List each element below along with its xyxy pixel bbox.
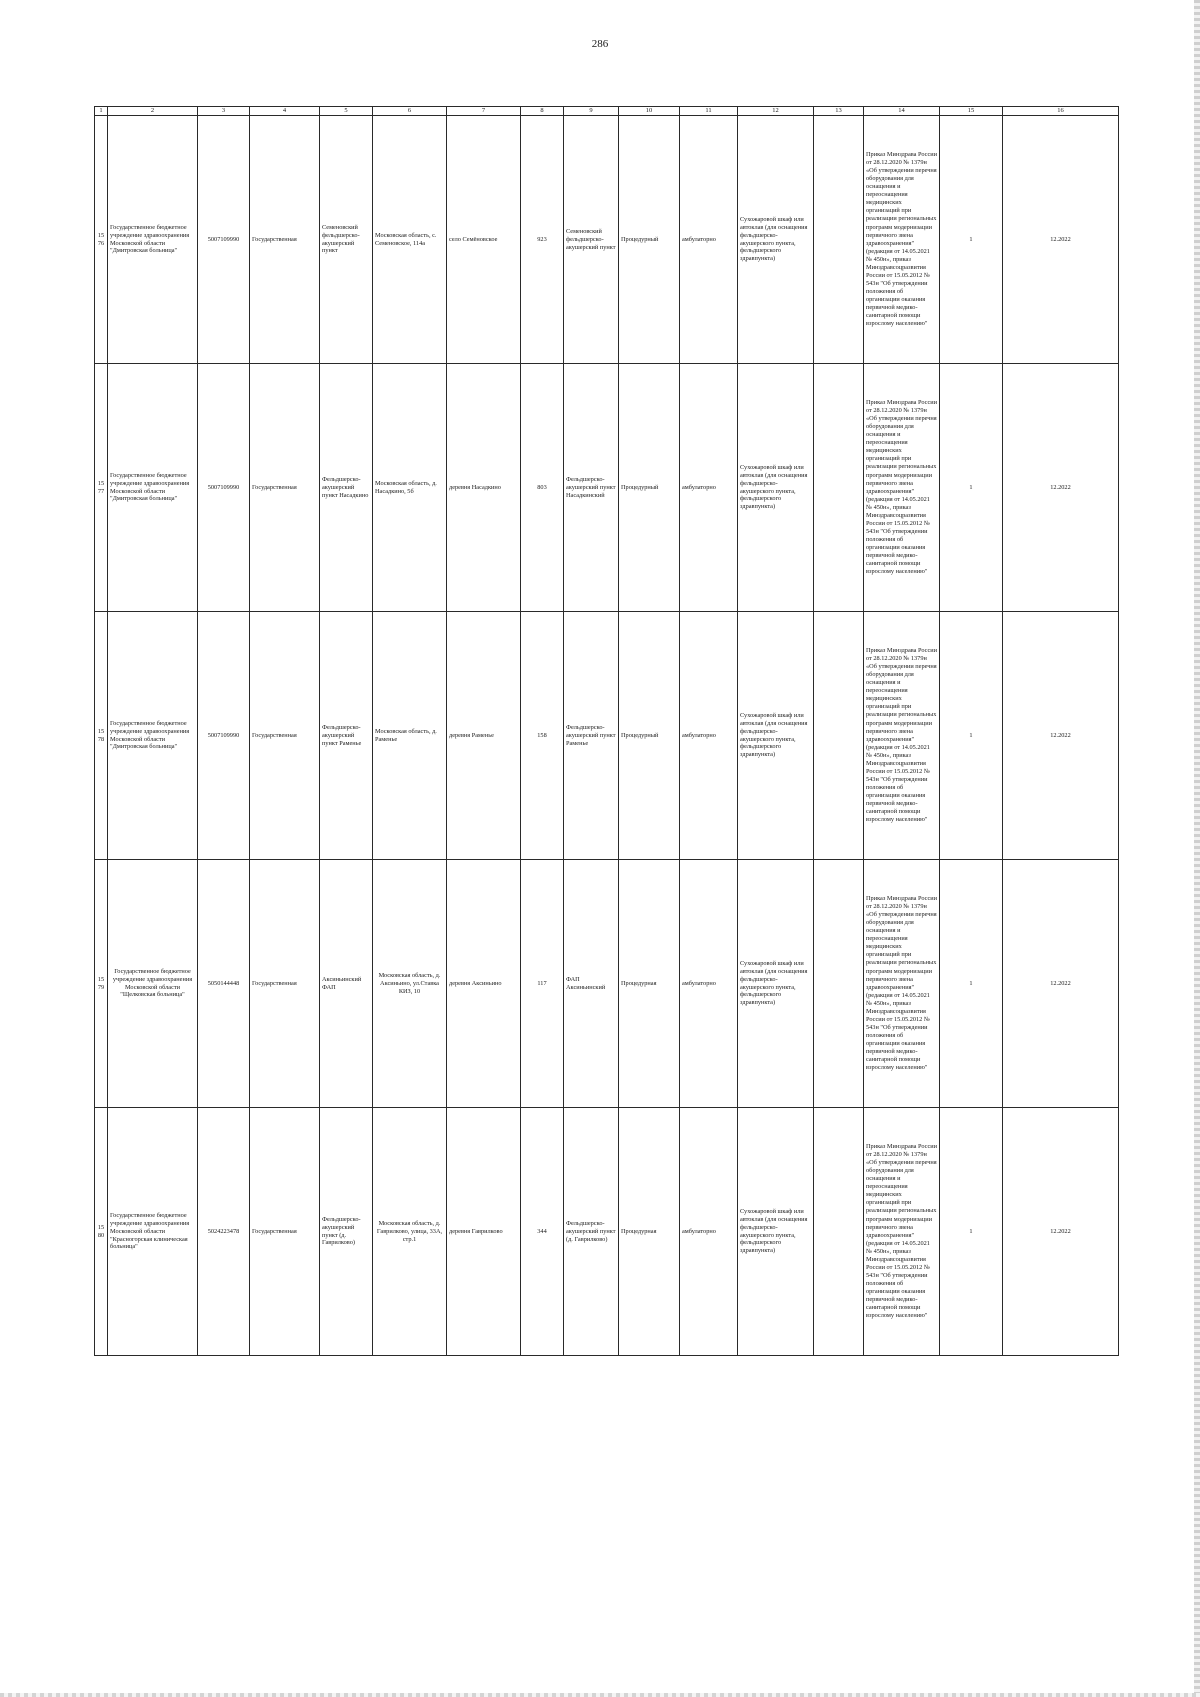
institution-name: Государственное бюджетное учреждение здравоохранения Московской области "Дмитровская больница"	[108, 364, 198, 612]
scan-bottom-artifact	[0, 1693, 1200, 1697]
quantity: 1	[940, 116, 1003, 364]
ownership-form: Государственная	[250, 1108, 320, 1356]
care-type: амбулаторно	[680, 1108, 738, 1356]
column-header: 11	[680, 107, 738, 116]
table-row	[95, 860, 1119, 1108]
column-header: 14	[864, 107, 940, 116]
unit-name: Фельдшерско-акушерский пункт (д. Гаврилково)	[564, 1108, 619, 1356]
unit-name: ФАП Аксиньинский	[564, 860, 619, 1108]
equipment-name: Сухожаровой шкаф или автоклав (для оснащения фельдшерско-акушерского пункта, фельдшерского здравпункта)	[738, 860, 814, 1108]
inn-code: 5007109990	[198, 364, 250, 612]
column-header: 5	[320, 107, 373, 116]
column-header: 13	[814, 107, 864, 116]
equipment-name: Сухожаровой шкаф или автоклав (для оснащения фельдшерско-акушерского пункта, фельдшерского здравпункта)	[738, 1108, 814, 1356]
unit-name: Фельдшерско-акушерский пункт Раменье	[564, 612, 619, 860]
table-row	[95, 612, 1119, 860]
ownership-form: Государственная	[250, 860, 320, 1108]
equipment-registry-table	[94, 106, 1119, 1356]
legal-basis: Приказ Минздрава России от 28.12.2020 № 1379н «Об утверждении перечня оборудования для оснащения и переоснащения медицинских организаций при реализации региональных программ модернизации первичного звена здравоохранения"(редакция от 14.05.2021 № 450н», приказ Минздравсоцразвития России от 15.05.2012 № 543н "Об утверждении положения об организации оказания первичной медико-санитарной помощи взрослому населению"	[864, 1108, 940, 1356]
column-header: 15	[940, 107, 1003, 116]
due-date: 12.2022	[1003, 1108, 1119, 1356]
institution-name: Государственное бюджетное учреждение здравоохранения Московской области "Щелковская больница"	[108, 860, 198, 1108]
population-count: 158	[521, 612, 564, 860]
column-header: 9	[564, 107, 619, 116]
population-count: 344	[521, 1108, 564, 1356]
table-row	[95, 116, 1119, 364]
facility-name: Фельдшерско-акушерский пункт (д. Гаврилково)	[320, 1108, 373, 1356]
quantity: 1	[940, 612, 1003, 860]
facility-address: Московская область, д. Насадкино, 5б	[373, 364, 447, 612]
settlement-name: деревня Насадкино	[447, 364, 521, 612]
row-number: 1577	[95, 364, 108, 612]
column-header: 2	[108, 107, 198, 116]
settlement-name: деревня Аксиньино	[447, 860, 521, 1108]
empty-cell	[814, 860, 864, 1108]
row-number: 1580	[95, 1108, 108, 1356]
population-count: 803	[521, 364, 564, 612]
ownership-form: Государственная	[250, 364, 320, 612]
equipment-name: Сухожаровой шкаф или автоклав (для оснащения фельдшерско-акушерского пункта, фельдшерского здравпункта)	[738, 612, 814, 860]
column-header: 6	[373, 107, 447, 116]
population-count: 923	[521, 116, 564, 364]
empty-cell	[814, 1108, 864, 1356]
page-number: 286	[591, 38, 609, 50]
column-header: 12	[738, 107, 814, 116]
row-number: 1576	[95, 116, 108, 364]
empty-cell	[814, 364, 864, 612]
settlement-name: деревня Гаврилково	[447, 1108, 521, 1356]
due-date: 12.2022	[1003, 612, 1119, 860]
column-header: 7	[447, 107, 521, 116]
column-header: 8	[521, 107, 564, 116]
equipment-name: Сухожаровой шкаф или автоклав (для оснащения фельдшерско-акушерского пункта, фельдшерского здравпункта)	[738, 116, 814, 364]
column-header: 4	[250, 107, 320, 116]
ownership-form: Государственная	[250, 612, 320, 860]
ownership-form: Государственная	[250, 116, 320, 364]
unit-name: Фельдшерско-акушерский пункт Насадкинский	[564, 364, 619, 612]
equipment-name: Сухожаровой шкаф или автоклав (для оснащения фельдшерско-акушерского пункта, фельдшерского здравпункта)	[738, 364, 814, 612]
quantity: 1	[940, 364, 1003, 612]
legal-basis: Приказ Минздрава России от 28.12.2020 № 1379н «Об утверждении перечня оборудования для оснащения и переоснащения медицинских организаций при реализации региональных программ модернизации первичного звена здравоохранения"(редакция от 14.05.2021 № 450н», приказ Минздравсоцразвития России от 15.05.2012 № 543н "Об утверждении положения об организации оказания первичной медико-санитарной помощи взрослому населению"	[864, 612, 940, 860]
scan-edge-artifact	[1194, 0, 1200, 1697]
empty-cell	[814, 612, 864, 860]
facility-address: Московская область, д. Гаврилково, улица, 33А, стр.1	[373, 1108, 447, 1356]
legal-basis: Приказ Минздрава России от 28.12.2020 № 1379н «Об утверждении перечня оборудования для оснащения и переоснащения медицинских организаций при реализации региональных программ модернизации первичного звена здравоохранения"(редакция от 14.05.2021 № 450н», приказ Минздравсоцразвития России от 15.05.2012 № 543н "Об утверждении положения об организации оказания первичной медико-санитарной помощи взрослому населению"	[864, 364, 940, 612]
room-name: Процедурная	[619, 1108, 680, 1356]
institution-name: Государственное бюджетное учреждение здравоохранения Московской области "Дмитровская больница"	[108, 116, 198, 364]
column-header: 3	[198, 107, 250, 116]
empty-cell	[814, 116, 864, 364]
column-header: 16	[1003, 107, 1119, 116]
room-name: Процедурная	[619, 860, 680, 1108]
due-date: 12.2022	[1003, 116, 1119, 364]
column-number-row	[95, 107, 1119, 116]
facility-name: Фельдшерско-акушерский пункт Насадкино	[320, 364, 373, 612]
room-name: Процедурный	[619, 612, 680, 860]
facility-address: Московская область, д. Раменье	[373, 612, 447, 860]
population-count: 117	[521, 860, 564, 1108]
care-type: амбулаторно	[680, 612, 738, 860]
legal-basis: Приказ Минздрава России от 28.12.2020 № 1379н «Об утверждении перечня оборудования для оснащения и переоснащения медицинских организаций при реализации региональных программ модернизации первичного звена здравоохранения"(редакция от 14.05.2021 № 450н», приказ Минздравсоцразвития России от 15.05.2012 № 543н "Об утверждении положения об организации оказания первичной медико-санитарной помощи взрослому населению"	[864, 116, 940, 364]
settlement-name: село Семёновское	[447, 116, 521, 364]
row-number: 1579	[95, 860, 108, 1108]
inn-code: 5007109990	[198, 116, 250, 364]
care-type: амбулаторно	[680, 364, 738, 612]
legal-basis: Приказ Минздрава России от 28.12.2020 № 1379н «Об утверждении перечня оборудования для оснащения и переоснащения медицинских организаций при реализации региональных программ модернизации первичного звена здравоохранения"(редакция от 14.05.2021 № 450н», приказ Минздравсоцразвития России от 15.05.2012 № 543н "Об утверждении положения об организации оказания первичной медико-санитарной помощи взрослому населению"	[864, 860, 940, 1108]
column-header: 10	[619, 107, 680, 116]
due-date: 12.2022	[1003, 364, 1119, 612]
institution-name: Государственное бюджетное учреждение здравоохранения Московской области "Красногорская клиническая больница"	[108, 1108, 198, 1356]
unit-name: Семеновский фельдшерско-акушерский пункт	[564, 116, 619, 364]
table-row	[95, 1108, 1119, 1356]
facility-name: Фельдшерско-акушерский пункт Раменье	[320, 612, 373, 860]
institution-name: Государственное бюджетное учреждение здравоохранения Московской области "Дмитровская больница"	[108, 612, 198, 860]
facility-name: Аксиньинский ФАП	[320, 860, 373, 1108]
row-number: 1578	[95, 612, 108, 860]
inn-code: 5007109990	[198, 612, 250, 860]
inn-code: 5024223478	[198, 1108, 250, 1356]
quantity: 1	[940, 1108, 1003, 1356]
settlement-name: деревня Раменье	[447, 612, 521, 860]
facility-name: Семеновский фельдшерско-акушерский пункт	[320, 116, 373, 364]
care-type: амбулаторно	[680, 116, 738, 364]
quantity: 1	[940, 860, 1003, 1108]
inn-code: 5050144448	[198, 860, 250, 1108]
column-header: 1	[95, 107, 108, 116]
facility-address: Московская область, с. Семеновское, 114а	[373, 116, 447, 364]
care-type: амбулаторно	[680, 860, 738, 1108]
facility-address: Московская область, д. Аксиньино, ул.Ставка КИЗ, 10	[373, 860, 447, 1108]
room-name: Процедурный	[619, 116, 680, 364]
table-row	[95, 364, 1119, 612]
due-date: 12.2022	[1003, 860, 1119, 1108]
room-name: Процедурный	[619, 364, 680, 612]
